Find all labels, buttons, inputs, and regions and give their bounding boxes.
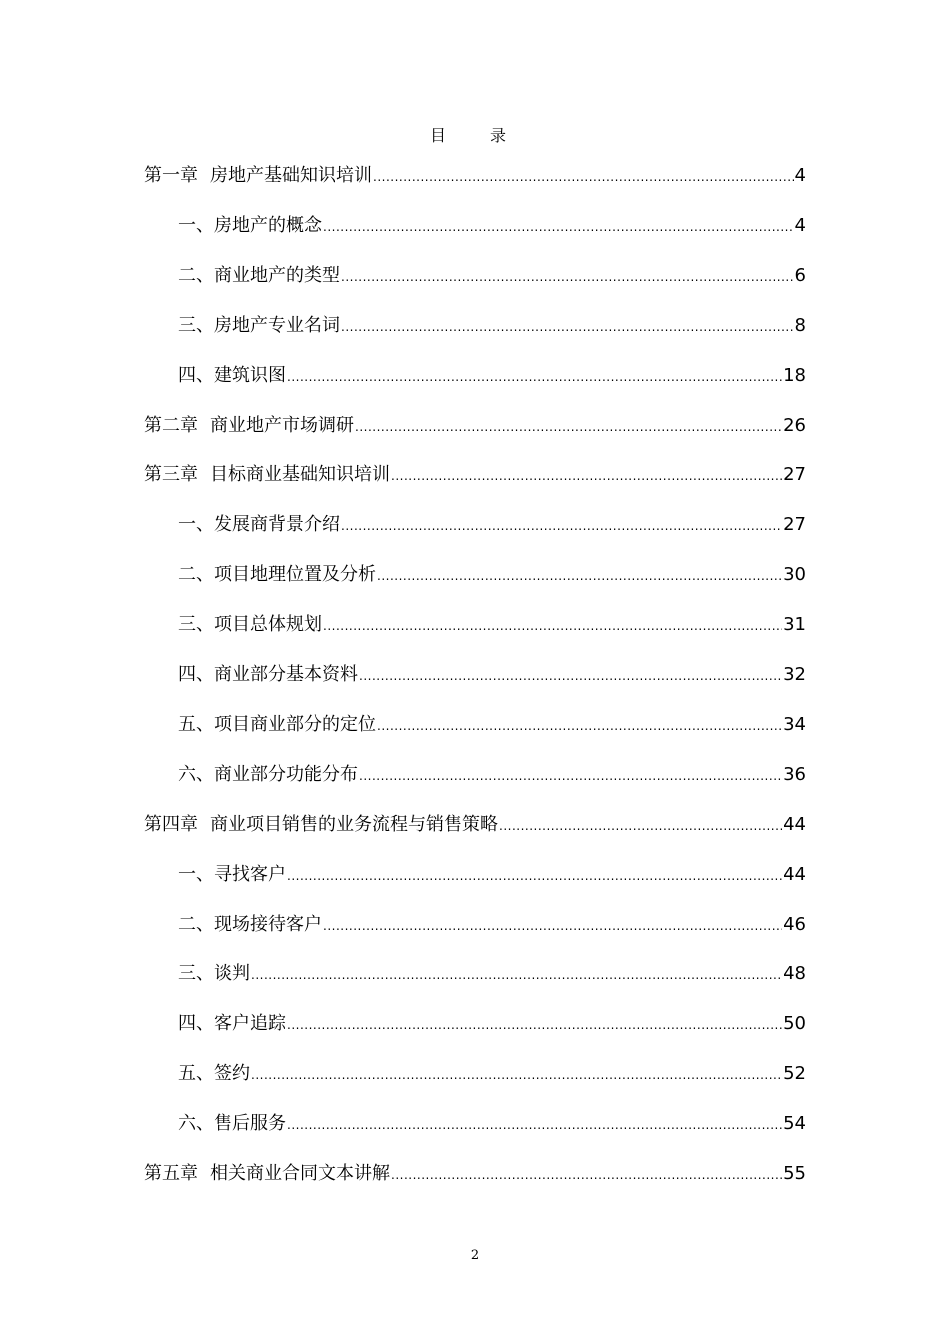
toc-dot-leader	[287, 862, 782, 890]
toc-dot-leader	[377, 712, 782, 740]
toc-page-number: 30	[783, 564, 806, 586]
toc-entry-label	[178, 561, 376, 589]
toc-entry-title: 房地产基础知识培训	[210, 165, 372, 186]
toc-page-number: 6	[794, 264, 806, 286]
toc-chapter-number: 第五章	[144, 1163, 198, 1184]
toc-dot-leader	[341, 313, 794, 341]
toc-entry-title: 六、商业部分功能分布	[178, 763, 358, 785]
toc-entry-label	[178, 312, 340, 340]
toc-dot-leader	[251, 961, 782, 989]
toc-page-number: 34	[783, 713, 806, 735]
page-number: 2	[470, 1248, 480, 1263]
toc-entry-label	[178, 911, 322, 939]
toc-entry-title: 三、项目总体规划	[178, 614, 322, 636]
toc-page-number: 4	[794, 214, 806, 236]
toc-entry-title: 一、房地产的概念	[178, 214, 322, 236]
toc-entry-label	[178, 212, 322, 240]
toc-entry-title: 三、房地产专业名词	[178, 314, 340, 336]
toc-page-number: 32	[783, 664, 806, 685]
toc-entry-label	[144, 811, 498, 839]
toc-section-entry[interactable]	[178, 1110, 806, 1138]
toc-dot-leader	[287, 1111, 782, 1139]
toc-section-entry[interactable]	[178, 1060, 806, 1088]
toc-dot-leader	[323, 213, 794, 241]
toc-page-number: 18	[783, 364, 806, 386]
toc-page-number: 31	[783, 614, 806, 636]
toc-chapter-entry[interactable]	[144, 811, 806, 839]
toc-section-entry[interactable]	[178, 1010, 806, 1038]
toc-entry-title: 相关商业合同文本讲解	[210, 1163, 390, 1184]
toc-entry-label	[144, 461, 390, 489]
toc-page-number: 27	[783, 514, 806, 536]
toc-dot-leader	[287, 363, 782, 391]
toc-section-entry[interactable]	[178, 711, 806, 739]
toc-entry-label	[178, 1060, 250, 1088]
toc-page-number: 4	[794, 165, 806, 186]
toc-entry-label	[178, 262, 340, 290]
toc-entry-label	[178, 1010, 286, 1038]
toc-entry-title: 五、签约	[178, 1063, 250, 1085]
toc-chapter-number: 第四章	[144, 813, 198, 835]
toc-page-number: 27	[783, 464, 806, 486]
toc-section-entry[interactable]	[178, 262, 806, 290]
toc-section-entry[interactable]	[178, 911, 806, 939]
toc-page-number: 55	[783, 1163, 806, 1184]
toc-entry-label	[178, 611, 322, 639]
toc-chapter-number: 第二章	[144, 414, 198, 436]
toc-dot-leader	[323, 912, 782, 940]
toc-dot-leader	[391, 462, 782, 490]
toc-dot-leader	[391, 1161, 782, 1189]
toc-page-number: 50	[783, 1013, 806, 1035]
toc-dot-leader	[341, 512, 782, 540]
toc-entry-label	[178, 861, 286, 889]
toc-chapter-entry[interactable]	[144, 461, 806, 489]
toc-section-entry[interactable]	[178, 312, 806, 340]
toc-entry-title: 四、客户追踪	[178, 1013, 286, 1035]
toc-entry-title: 四、商业部分基本资料	[178, 664, 358, 685]
toc-entry-title: 二、商业地产的类型	[178, 264, 340, 286]
toc-dot-leader	[359, 662, 782, 690]
toc-dot-leader	[377, 562, 782, 590]
toc-title: 目 录	[429, 126, 520, 145]
toc-section-entry[interactable]	[178, 511, 806, 539]
toc-page-number: 54	[783, 1113, 806, 1135]
toc-entry-label	[144, 1160, 390, 1188]
toc-entry-title: 六、售后服务	[178, 1113, 286, 1135]
toc-entry-title: 四、建筑识图	[178, 364, 286, 386]
toc-entry-label	[178, 1110, 286, 1138]
toc-chapter-number: 第一章	[144, 165, 198, 186]
toc-dot-leader	[355, 413, 782, 441]
toc-entry-title: 二、现场接待客户	[178, 913, 322, 935]
toc-page-number: 48	[783, 963, 806, 985]
toc-dot-leader	[341, 263, 794, 291]
toc-dot-leader	[359, 762, 782, 790]
toc-section-entry[interactable]	[178, 861, 806, 889]
toc-entry-title: 商业地产市场调研	[210, 414, 354, 436]
toc-page-number: 36	[783, 763, 806, 785]
toc-section-entry[interactable]	[178, 960, 806, 988]
toc-section-entry[interactable]	[178, 561, 806, 589]
toc-entry-title: 五、项目商业部分的定位	[178, 713, 376, 735]
toc-dot-leader	[323, 612, 782, 640]
toc-entry-title: 商业项目销售的业务流程与销售策略	[210, 813, 498, 835]
toc-section-entry[interactable]	[178, 362, 806, 390]
toc-entry-title: 一、寻找客户	[178, 863, 286, 885]
toc-section-entry[interactable]	[178, 611, 806, 639]
toc-entry-label	[178, 711, 376, 739]
toc-chapter-entry[interactable]	[144, 412, 806, 440]
toc-chapter-entry[interactable]	[144, 162, 806, 190]
toc-section-entry[interactable]	[178, 212, 806, 240]
toc-chapter-entry[interactable]	[144, 1160, 806, 1188]
toc-page-number: 52	[783, 1063, 806, 1085]
toc-page-number: 44	[783, 813, 806, 835]
toc-page-number: 46	[783, 913, 806, 935]
toc-dot-leader	[287, 1011, 782, 1039]
toc-page-number: 26	[783, 414, 806, 436]
toc-entry-title: 三、谈判	[178, 963, 250, 985]
toc-entry-label	[178, 362, 286, 390]
toc-dot-leader	[251, 1061, 782, 1089]
toc-entry-title: 目标商业基础知识培训	[210, 464, 390, 486]
toc-section-entry[interactable]	[178, 661, 806, 689]
toc-entry-title: 一、发展商背景介绍	[178, 514, 340, 536]
toc-entry-label	[178, 761, 358, 789]
toc-section-entry[interactable]	[178, 761, 806, 789]
toc-entry-label	[144, 162, 372, 190]
toc-entry-label	[178, 661, 358, 689]
toc-entry-label	[144, 412, 354, 440]
toc-dot-leader	[499, 812, 782, 840]
toc-entry-label	[178, 960, 250, 988]
toc-page-number: 44	[783, 863, 806, 885]
toc-chapter-number: 第三章	[144, 464, 198, 486]
toc-page-number: 8	[794, 314, 806, 336]
toc-entry-title: 二、项目地理位置及分析	[178, 564, 376, 586]
toc-entry-label	[178, 511, 340, 539]
toc-dot-leader	[373, 163, 794, 191]
